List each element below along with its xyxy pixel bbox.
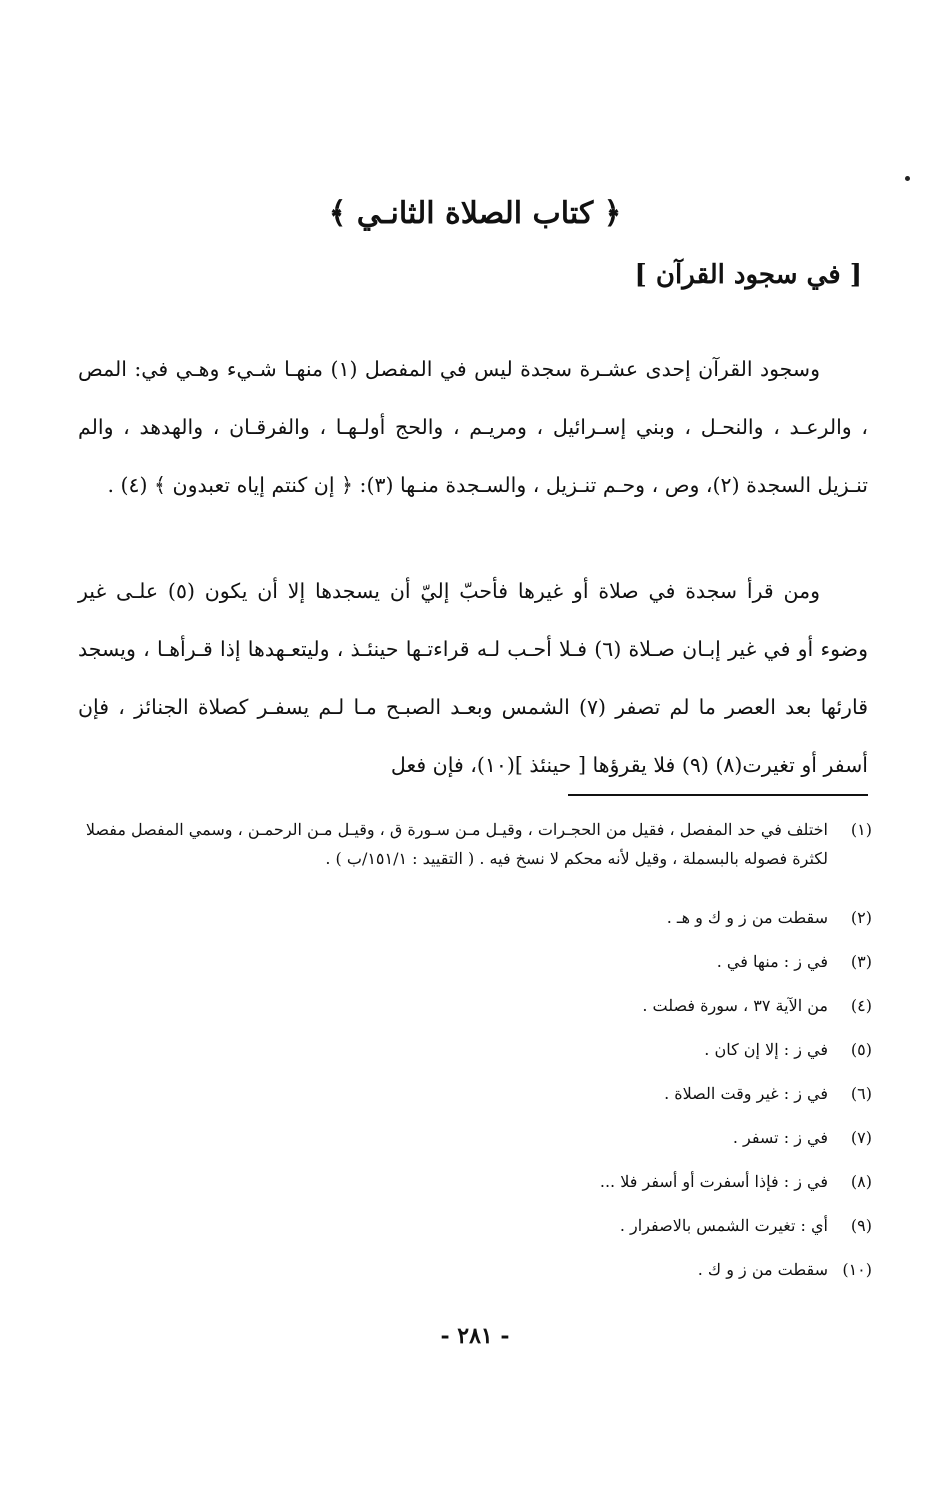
footnote-7 [72, 1123, 872, 1167]
footnote-separator [568, 794, 868, 796]
footnote-number: (٤) [850, 996, 872, 1015]
footnote-number: (٩) [850, 1216, 872, 1235]
stray-dot [905, 176, 910, 181]
footnote-5 [72, 1035, 872, 1079]
footnote-number: (٧) [850, 1128, 872, 1147]
footnote-text: في ز : تسفر . [732, 1128, 828, 1147]
footnote-text: اختلف في حد المفصل ، فقيل من الحجـرات ، وقيـل مـن سـورة ق ، وقيـل مـن الرحمـن ، وسمي المفصل مفصلا لكثرة فصوله بالبسملة ، وقيل لأنه محكم لا نسخ فيه . ( التقييد : ١٥١/١/ب ) . [85, 820, 828, 868]
footnote-number: (٣) [850, 952, 872, 971]
book-title: ﴿ كتاب الصلاة الثانـي ﴾ [328, 196, 622, 231]
footnote-6 [72, 1079, 872, 1123]
footnote-text: سقطت من ز و ك . [697, 1260, 828, 1279]
footnotes-list [72, 815, 872, 1299]
footnote-text: أي : تغيرت الشمس بالاصفرار . [619, 1216, 828, 1235]
paragraph-1: وسجود القرآن إحدى عشـرة سجدة ليس في المفصل (١) منهـا شـيء وهـي في: المص ، والرعـد ، والنحـل ، وبني إسـرائيل ، ومريـم ، والحج أولـهـا ، والفرقـان ، والهدهد ، والم تنـزيل السجدة (٢)، وص ، وحـم تنـزيل ، والسـجدة منـها (٣): ﴿ إن كنتم إياه تعبدون ﴾ (٤) . [78, 356, 868, 497]
footnote-1 [72, 815, 872, 903]
footnote-number: (١) [850, 820, 872, 839]
footnote-2 [72, 903, 872, 947]
footnote-text: في ز : إلا إن كان . [704, 1040, 828, 1059]
footnote-4 [72, 991, 872, 1035]
footnote-10 [72, 1255, 872, 1299]
footnote-8 [72, 1167, 872, 1211]
footnote-number: (٢) [850, 908, 872, 927]
footnote-number: (٨) [850, 1172, 872, 1191]
footnote-9 [72, 1211, 872, 1255]
page-number: - ٢٨١ - [440, 1323, 510, 1349]
footnote-text: في ز : منها في . [716, 952, 828, 971]
paragraph-2: ومن قرأ سجدة في صلاة أو غيرها فأحبّ إليّ أن يسجدها إلا أن يكون (٥) علـى غير وضوء أو في غير إبـان صـلاة (٦) فـلا أحـب لـه قراءتـها حينئـذ ، وليتعـهدها إذا قـرأهـا ، ويسجد قارئها بعد العصر ما لم تصفر (٧) الشمس وبعـد الصبـح مـا لـم يسفـر كصلاة الجنائز ، فإن أسفر أو تغيرت(٨) (٩) فلا يقرؤها [ حينئذ ](١٠)، فإن فعل [78, 578, 868, 777]
footnote-number: (٥) [850, 1040, 872, 1059]
footnote-text: في ز : غير وقت الصلاة . [664, 1084, 828, 1103]
footnote-text: سقطت من ز و ك و هـ . [666, 908, 828, 927]
section-title: [ في سجود القرآن ] [634, 260, 862, 290]
footnote-text: من الآية ٣٧ ، سورة فصلت . [642, 996, 828, 1015]
footnote-text: في ز : فإذا أسفرت أو أسفر فلا ... [599, 1172, 828, 1191]
footnote-number: (١٠) [842, 1260, 872, 1279]
footnote-3 [72, 947, 872, 991]
footnote-number: (٦) [850, 1084, 872, 1103]
